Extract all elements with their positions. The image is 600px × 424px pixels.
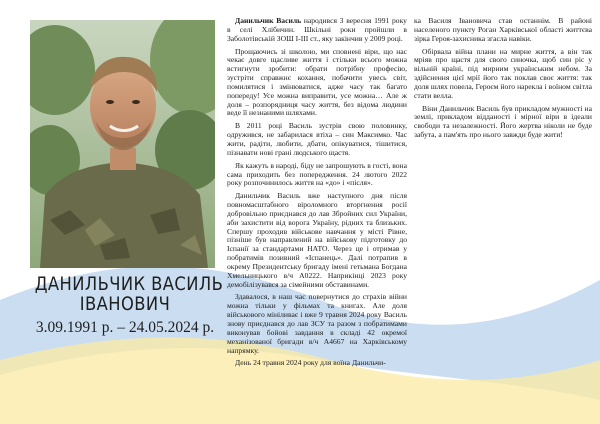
article-paragraph [227, 17, 407, 44]
article-paragraph: Данильчик Василь вже наступного дня після повномасштабного віроломного вторгнення росії добровільно приєднався до лав Збройних сил України, аби захистити від ворога Україну, рідних та близьких. Спершу проходив військове навчання у місті Рівне, пізніше був направлений на військову підготовку до Іспанії за стандартами НАТО. Через це і отримав у побратимів позивний «Іспанець». Далі потрапив в окрему Президентську бригаду імені гетьмана Богдана Хмельницького в/ч А0222. Наприкінці 2023 року демобілізувався за сімейними обставинами. [227, 191, 407, 289]
article-paragraph: ка Василя Івановича став останнім. В районі населеного пункту Роган Харківської області життєва зірка Героя-захисника згасла навіки. [414, 16, 592, 43]
article-paragraph: Як кажуть в народі, біду не запрошують в гості, вона сама приходить без попередження. 24 лютого 2022 року розпочинилось життя на «до» і «після». [227, 160, 407, 188]
article-paragraph: Здавалося, в наш час повернутися до страхів війни можна тільки у фільмах та книгах. Але доля військового мініливає і вже 9 травня 2024 року Василь знову приєднався до лав ЗСУ та разом з побратимами виконував бойові завдання в складі 42 окремої механізованої бригади в/ч А4667 на Харківському напрямку. [227, 292, 407, 355]
article-paragraph: Віни Данильчик Василь був прикладом мужності на землі, прикладом відданості і мірної віри в ідеали свободи та незалежності. Його жертва ніколи не буде забута, а пам'ять про нього завжди буде жити! [414, 103, 592, 140]
soldier-portrait-photo [30, 20, 215, 268]
article-paragraph: Прощаючись зі школою, ми сповнені віри, що нас чекає довге щасливе життя і стільки всього можна встигнути зробити: обрати потрібну професію, зустріти справжнє кохання, побачити увесь світ, помилятися і змінюватися, адже часу так багато попереду! Усе можна виправити, усе можна… Але ж доля – розпорядниця часу життя, без відома людини веде її незнаними шляхами. [227, 46, 407, 118]
article-column-1 [227, 17, 407, 372]
article-column-2 [414, 17, 592, 144]
person-name-patronymic: ІВАНОВИЧ [79, 293, 171, 315]
person-name-block [20, 274, 230, 337]
lead-text: народився 3 вересня 1991 року в селі Хлібичин. Шкільні роки пройшли в Заболотівській ЗОШ I-III ст., яку закінчив у 2009 році. [227, 16, 407, 43]
person-name-surname: ДАНИЛЬЧИК ВАСИЛЬ [34, 273, 224, 295]
article-paragraph: Обірвала війна плани на мирне життя, а він так мріяв про щастя для свого синочка, щоб син ріс у вільній країні, під мирним українським небом. За здійснення цієї мрії його так поклав своє життя: так доля шлях повела, Героєм його нарекла і воїном світла стати велла. [414, 46, 592, 100]
lead-name: Данильчик Василь [235, 16, 302, 25]
person-life-dates: 3.09.1991 р. – 24.05.2024 р. [35, 319, 215, 336]
article-paragraph: В 2011 році Василь зустрів свою половинку, одружився, не забарилася втіха – син Максимко. Час жити, радіти, любити, дбати, опікуватися, тішитися, пізнавати нові грані людського щастя. [227, 121, 407, 157]
article-paragraph: День 24 травня 2024 року для воїна Данильчи- [235, 358, 386, 368]
